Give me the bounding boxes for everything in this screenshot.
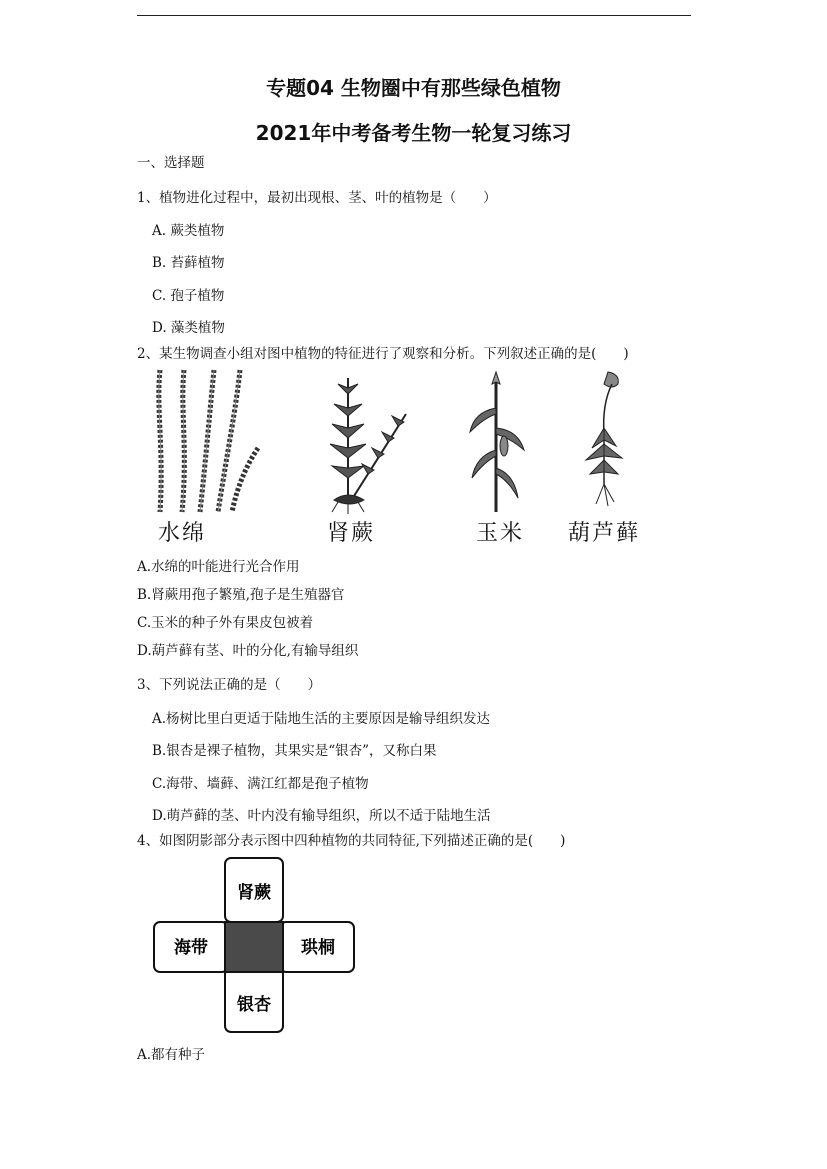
q4-stem: 4、如图阴影部分表示图中四种植物的共同特征,下列描述正确的是( ) — [137, 833, 566, 849]
q2-stem: 2、某生物调查小组对图中植物的特征进行了观察和分析。下列叙述正确的是( ) — [137, 346, 629, 362]
q3-option-c: C.海带、墙藓、满江红都是孢子植物 — [152, 776, 369, 792]
fern-illustration — [318, 368, 414, 514]
cross-shaded-center — [225, 922, 283, 972]
q1-option-c: C. 孢子植物 — [152, 288, 225, 304]
q2-option-b: B.肾蕨用孢子繁殖,孢子是生殖器官 — [137, 587, 345, 603]
q1-option-d: D. 藻类植物 — [152, 320, 225, 336]
q1-stem: 1、植物进化过程中，最初出现根、茎、叶的植物是（ ） — [137, 190, 497, 206]
q1-option-a: A. 蕨类植物 — [152, 223, 225, 239]
q2-option-a: A.水绵的叶能进行光合作用 — [137, 559, 300, 575]
figure-label-moss: 葫芦藓 — [568, 521, 641, 546]
cross-label-left: 海带 — [174, 938, 208, 958]
section-heading: 一、选择题 — [137, 155, 205, 171]
spirogyra-illustration — [152, 368, 262, 514]
cross-label-right: 珙桐 — [301, 938, 335, 958]
q3-option-a: A.杨树比里白更适于陆地生活的主要原因是输导组织发达 — [152, 711, 491, 727]
q2-option-d: D.葫芦藓有茎、叶的分化,有输导组织 — [137, 643, 359, 659]
corn-illustration — [466, 368, 526, 514]
q2-option-c: C.玉米的种子外有果皮包被着 — [137, 615, 314, 631]
document-subtitle: 2021年中考备考生物一轮复习练习 — [255, 121, 572, 145]
q4-option-a: A.都有种子 — [137, 1047, 206, 1063]
q3-stem: 3、下列说法正确的是（ ） — [137, 677, 322, 693]
q3-option-d: D.萌芦藓的茎、叶内没有输导组织，所以不适于陆地生活 — [152, 808, 491, 824]
cross-label-bottom: 银杏 — [237, 995, 271, 1015]
cross-label-top: 肾蕨 — [237, 883, 271, 903]
figure-label-corn: 玉米 — [476, 521, 525, 546]
cross-diagram — [152, 856, 356, 1034]
q1-option-b: B. 苔藓植物 — [152, 255, 225, 271]
figure-label-spirogyra: 水绵 — [158, 521, 207, 546]
q3-option-b: B.银杏是裸子植物，其果实是“银杏”，又称白果 — [152, 743, 437, 759]
document-title: 专题04 生物圈中有那些绿色植物 — [266, 76, 561, 100]
moss-illustration — [572, 368, 636, 514]
top-rule — [137, 15, 691, 16]
figure-label-fern: 肾蕨 — [327, 521, 376, 546]
